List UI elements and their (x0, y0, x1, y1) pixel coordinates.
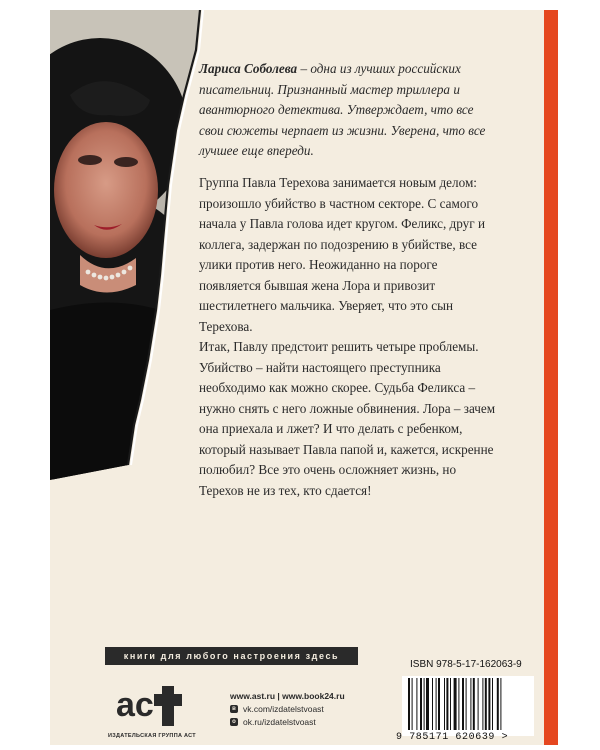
barcode-bar (426, 678, 429, 730)
isbn: ISBN 978-5-17-162063-9 (410, 659, 522, 670)
barcode-bar (450, 678, 451, 730)
barcode-digits: 9 785171 620639 > (396, 732, 509, 743)
barcode-bar (478, 678, 479, 730)
svg-text:ас: ас (116, 686, 154, 724)
barcode-bar (420, 678, 422, 730)
barcode-bar (482, 678, 483, 730)
barcode-bar (462, 678, 464, 730)
barcode-bar (458, 678, 459, 730)
ok-icon: о (230, 718, 238, 726)
barcode-bar (485, 678, 487, 730)
barcode-bar (454, 678, 457, 730)
ast-logo (108, 672, 188, 732)
author-bio (199, 59, 499, 162)
barcode-bar (497, 678, 499, 730)
description-paragraph-2: Итак, Павлу предстоит решить четыре проблемы. Убийство – найти настоящего преступника необходимо как можно скорее. Судьба Феликса – нужно снять с него ложные обвинения. Лора – зачем она приехала и лжет? И что делать с ребенком, который называет Павла папой и, кажется, искренне полюбил? Все это очень осложняет жизнь, но Терехов не из тех, кто сдается! (199, 339, 496, 498)
barcode-bar (444, 678, 445, 730)
barcode-bar (438, 678, 440, 730)
description-paragraph-1: Группа Павла Терехова занимается новым делом: произошло убийство в частном секторе. С самого начала у Павла голова идет кругом. Феликс, друг и коллега, задержан по подозрению в убийстве, все улики против него. Неожиданно на пороге появляется бывшая жена Лора и привозит шестилетнего мальчика. Уверяет, что это сын Терехова. (199, 175, 486, 334)
barcode-bar (500, 678, 501, 730)
barcode-bar (432, 678, 433, 730)
back-cover (50, 10, 558, 745)
spine-stripe (544, 10, 558, 745)
tagline-banner: книги для любого настроения здесь (105, 647, 358, 665)
barcode-bar (470, 678, 471, 730)
author-bio-text: – одна из лучших российских писательниц. Признанный мастер триллера и авантюрного детектива. Утверждает, что все свои сюжеты черпает из жизни. Уверена, что все лучшее еще впереди. (199, 61, 486, 158)
barcode-bar (412, 678, 413, 730)
barcode-bar (466, 678, 467, 730)
barcode (402, 676, 534, 736)
barcode-bar (424, 678, 425, 730)
website-links[interactable]: www.ast.ru | www.book24.ru (230, 690, 345, 701)
barcode-bar (416, 678, 417, 730)
barcode-bar (492, 678, 493, 730)
book-description (199, 173, 499, 501)
barcode-bar (473, 678, 475, 730)
publisher-caption: ИЗДАТЕЛЬСКАЯ ГРУППА АСТ (108, 733, 196, 739)
publisher-links (230, 689, 345, 728)
barcode-bar (488, 678, 490, 730)
barcode-bar (446, 678, 448, 730)
barcode-bar (436, 678, 437, 730)
ok-link[interactable]: ok.ru/izdatelstvoast (243, 716, 316, 727)
vk-icon: в (230, 705, 238, 713)
barcode-bar (408, 678, 410, 730)
author-name: Лариса Соболева (199, 61, 298, 76)
vk-link[interactable]: vk.com/izdatelstvoast (243, 703, 324, 714)
